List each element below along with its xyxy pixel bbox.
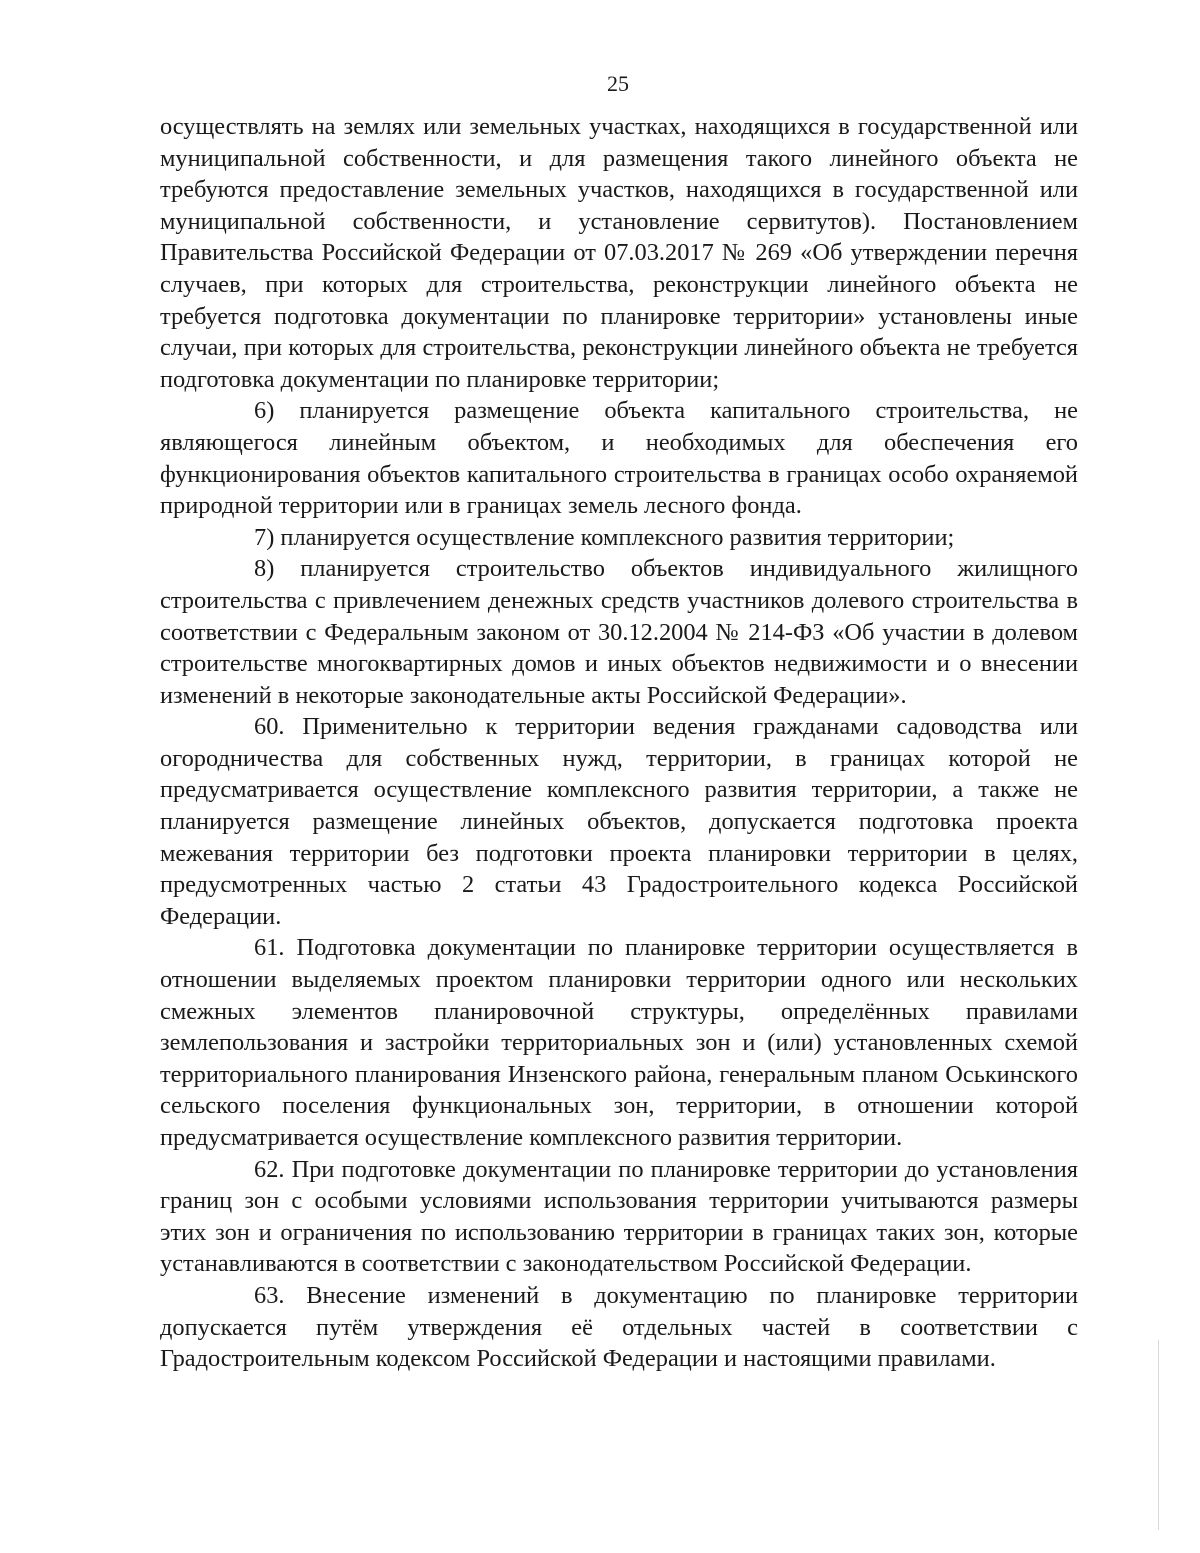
paragraph-item-6: 6) планируется размещение объекта капитального строительства, не являющегося линейным объектом, и необходимых для обеспечения его функционирования объектов капитального строительства в границах особо охраняемой природной территории или в границах земель лесного фонда.: [160, 397, 1078, 520]
paragraph-item-7: 7) планируется осуществление комплексного развития территории;: [254, 523, 955, 551]
paragraph-60: 60. Применительно к территории ведения гражданами садоводства или огородничества для собственных нужд, территории, в границах которой не предусматривается осуществление комплексного развития территории, а также не планируется размещение линейных объектов, допускается подготовка проекта межевания территории без подготовки проекта планировки территории в целях, предусмотренных частью 2 статьи 43 Градостроительного кодекса Российской Федерации.: [160, 713, 1078, 930]
paragraph-61: 61. Подготовка документации по планировке территории осуществляется в отношении выделяемых проектом планировки территории одного или нескольких смежных элементов планировочной структуры, определённых правилами землепользования и застройки территориальных зон и (или) установленных схемой территориального планирования Инзенского района, генеральным планом Оськинского сельского поселения функциональных зон, территории, в отношении которой предусматривается осуществление комплексного развития территории.: [160, 934, 1078, 1151]
paragraph-continuation: осуществлять на землях или земельных участках, находящихся в государственной или муниципальной собственности, и для размещения такого линейного объекта не требуются предоставление земельных участков, находящихся в государственной или муниципальной собственности, и установление сервитутов). Постановлением Правительства Российской Федерации от 07.03.2017 № 269 «Об утверждении перечня случаев, при которых для строительства, реконструкции линейного объекта не требуется подготовка документации по планировке территории» установлены иные случаи, при которых для строительства, реконструкции линейного объекта не требуется подготовка документации по планировке территории;: [160, 113, 1078, 393]
document-body: [160, 111, 1078, 1375]
page-number: 25: [607, 71, 629, 96]
paragraph-item-8: 8) планируется строительство объектов индивидуального жилищного строительства с привлечением денежных средств участников долевого строительства в соответствии с Федеральным законом от 30.12.2004 № 214-ФЗ «Об участии в долевом строительстве многоквартирных домов и иных объектов недвижимости и о внесении изменений в некоторые законодательные акты Российской Федерации».: [160, 555, 1078, 709]
scan-edge-line: [1158, 1340, 1159, 1530]
paragraph-63: 63. Внесение изменений в документацию по планировке территории допускается путём утверждения её отдельных частей в соответствии с Градостроительным кодексом Российской Федерации и настоящими правилами.: [160, 1281, 1078, 1373]
paragraph-62: 62. При подготовке документации по планировке территории до установления границ зон с особыми условиями использования территории учитываются размеры этих зон и ограничения по использованию территории в границах таких зон, которые устанавливаются в соответствии с законодательством Российской Федерации.: [160, 1155, 1078, 1278]
